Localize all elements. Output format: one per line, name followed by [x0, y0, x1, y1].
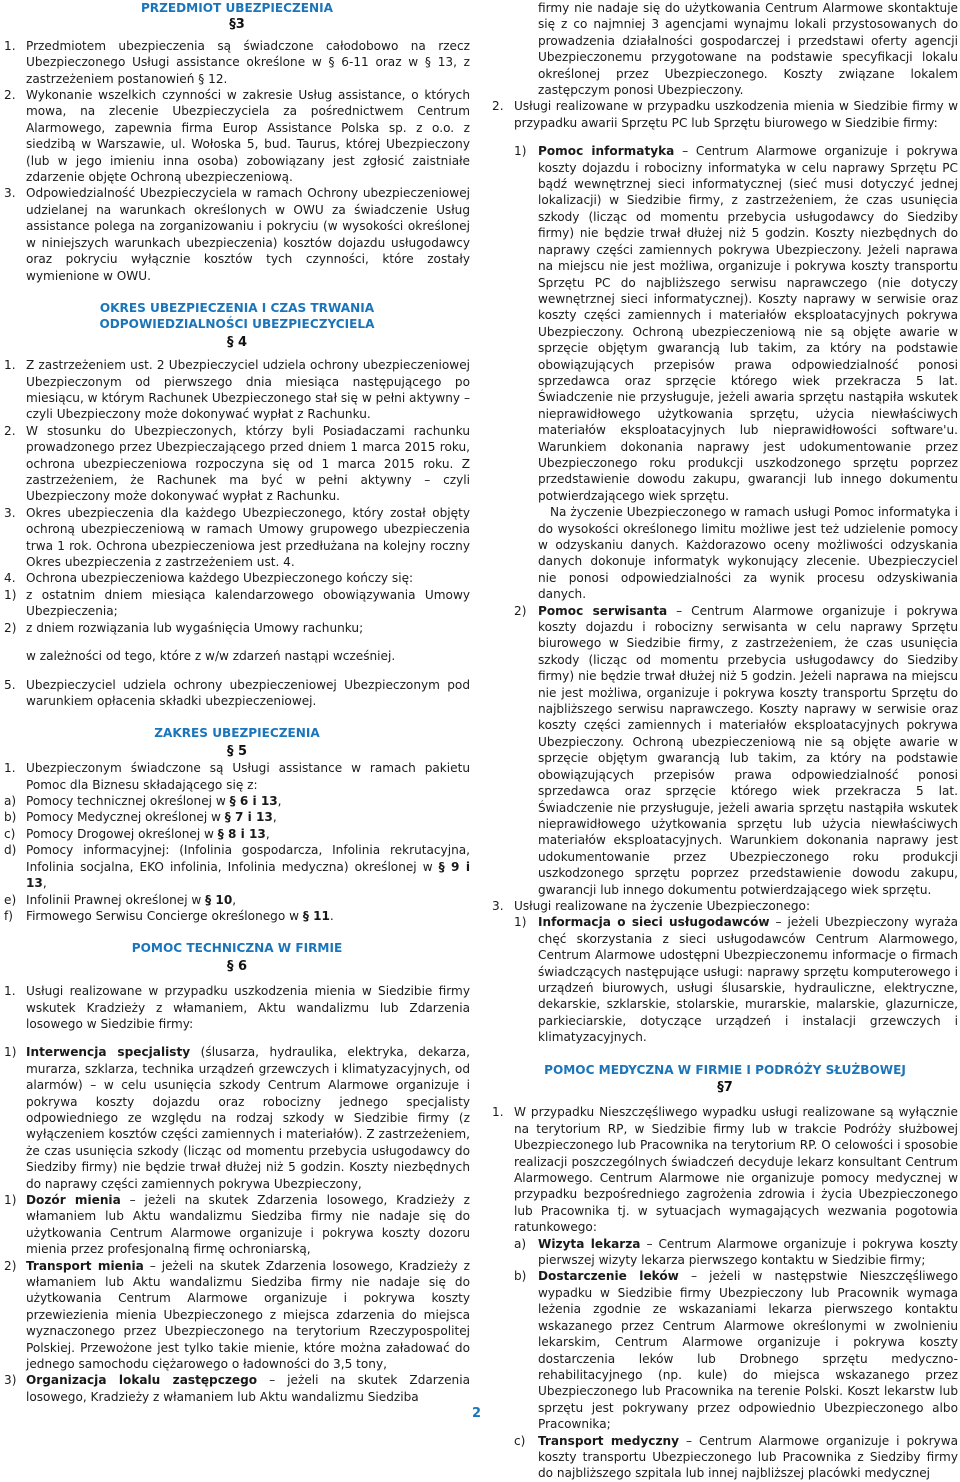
item-text: – Centrum Alarmowe organizuje i pokrywa koszty dojazdu i robocizny informatyka w celu naprawy Sprzętu PC bądź wewnętrznej sieci informatycznej (sieć musi dotyczyć jednej lokalizacji) w Siedzibie firmy, z zastrzeżeniem, że czas usunięcia szkody (licząc od momentu przebycia usługodawcy do Siedziby firmy) nie będzie trwał dłużej niż 5 godzin. Koszty niezbędnych do naprawy części zamiennych pokrywa Ubezpieczony. Jeżeli naprawa na miejscu nie jest możliwa, organizuje i pokrywa koszty transportu Sprzętu PC do najbliższego serwisu naprawczego (nie dotyczy wewnętrznej sieci informatycznej). Koszty naprawy w serwisie oraz koszty części zamiennych i materiałów eksploatacyjnych pokrywa Ubezpieczony. Ochroną ubezpieczeniową nie są objęte awarie w sprzęcie objętym gwarancją lub takim, za który na podstawie obowiązujących przepisów prawa odpowiedzialność ponosi sprzedawca oraz sprzęcie którego wiek przekracza 5 lat. Świadczenie nie przysługuje, jeżeli awaria sprzętu nastąpiła wskutek nieprawidłowego użytkowania sprzętu, użycia niewłaściwych materiałów eksploatacyjnych lub nieprawidłowości software'u. Warunkiem dokonania naprawy jest udokumentowanie przez Ubezpieczonego roku produkcji uszkodzonego sprzętu poprzez przedstawienie dowodu zakupu, gwarancji lub innego dokumentu potwierdzającego wiek sprzętu.	[538, 144, 958, 503]
list-subitem	[4, 809, 470, 825]
item-text: Usługi realizowane na życzenie Ubezpieczonego:	[514, 898, 811, 913]
item-text: Pomocy Drogowej określonej w	[26, 826, 218, 841]
item-heading: Informacja o sieci usługodawców	[538, 915, 770, 930]
list-subitem	[492, 143, 958, 504]
item-number: 3.	[492, 898, 504, 913]
item-number: 3.	[4, 505, 16, 520]
item-number: 2.	[4, 423, 16, 438]
list-item	[4, 505, 470, 571]
item-number: a)	[4, 794, 17, 809]
item-heading: Pomoc informatyka	[538, 144, 675, 159]
paragraph-number-7: §7	[717, 1080, 733, 1095]
punct: ,	[277, 794, 282, 809]
list-subitem	[492, 603, 958, 898]
item-number: f)	[4, 908, 13, 923]
item-text: – jeżeli na skutek Zdarzenia losowego, Kradzieży z włamaniem lub Aktu wandalizmu Siedziba	[26, 1373, 470, 1404]
section-title-przedmiot: PRZEDMIOT UBEZPIECZENIA	[140, 1, 334, 15]
list-subitem	[4, 908, 470, 924]
item-heading: Transport mienia	[26, 1258, 144, 1273]
punct: ,	[42, 876, 47, 891]
item-ref: § 11	[302, 908, 330, 923]
item-number: 2)	[514, 603, 527, 618]
item-number: b)	[514, 1269, 527, 1284]
item-number: 2)	[4, 620, 17, 635]
item-ref: § 7 i 13	[224, 810, 273, 825]
item-text: W stosunku do Ubezpieczonych, którzy byli Posiadaczami rachunku prowadzonego przez Ubezpieczającego przed dniem 1 marca 2015 roku, ochrona ubezpieczeniowa rozpoczyna się od 1 marca 2015 roku. Z zastrzeżeniem, że Rachunek ma być w pełni aktywny – czyli Ubezpieczony może dokonywać wypłat z Rachunku.	[26, 423, 470, 504]
item-text: Infolinii Prawnej określonej w	[26, 892, 206, 907]
item-heading: Transport medyczny	[538, 1433, 679, 1448]
item-number: 1.	[4, 358, 16, 373]
item-number: 4.	[4, 571, 16, 586]
list-item	[4, 87, 470, 185]
item-heading: Interwencja specjalisty	[26, 1045, 191, 1060]
item-text: Wykonanie wszelkich czynności w zakresie Usług assistance, o których mowa, na zlecenie Ubezpieczyciela za pośrednictwem Centrum Alarmowego, zapewnia firma Europ Assistance Polska sp. z o.o. z siedzibą w Warszawie, ul. Wołoska 5, bud. Taurus, której Ubezpieczony (lub w jego imieniu inna osoba) zobowiązany jest zgłosić zaistniałe zdarzenie objęte Ochroną ubezpieczeniową.	[26, 88, 470, 185]
list-subitem	[492, 1433, 958, 1482]
item-heading: Pomoc serwisanta	[538, 603, 668, 618]
list-item	[492, 1104, 958, 1235]
item-text: Ubezpieczyciel udziela ochrony ubezpieczeniowej Ubezpieczonym pod warunkiem opłacenia składki ubezpieczeniowej.	[26, 677, 470, 709]
item-text: – jeżeli Ubezpieczony wyraża chęć skorzystania z sieci usługodawców Centrum Alarmowego, Centrum Alarmowe udostępni Ubezpieczonemu informacje o firmach świadczących następujące usługi: naprawy sprzętu komputerowego i urządzeń biurowych, usługi ślusarskie, hydrauliczne, elektryczne, dekarskie, szklarskie, stolarskie, murarskie, malarskie, glazurnicze, parkieciarskie, dotyczące urządzeń i instalacji grzewczych i klimatyzacyjnych.	[538, 915, 958, 1045]
item-ref: § 9 i 13	[26, 859, 470, 891]
item-text: Okres ubezpieczenia dla każdego Ubezpieczonego, który został objęty ochroną ubezpieczeniową w ramach Umowy grupowego ubezpieczenia trwa 1 rok. Ochrona ubezpieczeniowa jest przedłużana na kolejny roczny Okres ubezpieczenia z zastrzeżeniem ust. 4.	[26, 505, 470, 569]
item-number: e)	[4, 892, 17, 907]
list-item	[4, 570, 470, 586]
item-text: Pomocy informacyjnej: (Infolinia gospodarcza, Infolinia rekrutacyjna, Infolinia socjalna, EKO infolinia, Infolinia medyczna) określonej w	[26, 843, 470, 874]
paragraph-number-5: § 5	[226, 743, 248, 759]
punct: ,	[272, 810, 277, 825]
item-heading: Dostarczenie leków	[538, 1269, 679, 1284]
item-text: Pomocy Medycznej określonej w	[26, 810, 225, 825]
item-text: Pomocy technicznej określonej w	[26, 794, 230, 809]
item-text: Ochrona ubezpieczeniowa każdego Ubezpieczonego kończy się:	[26, 571, 414, 586]
list-subitem	[4, 1192, 470, 1258]
list-subitem	[4, 793, 470, 809]
list-subitem	[4, 1372, 470, 1405]
list-item	[4, 357, 470, 423]
item-number: 1.	[4, 984, 16, 999]
item-ref: § 6 i 13	[229, 794, 278, 809]
list-subitem	[4, 842, 470, 891]
item-number: c)	[4, 826, 16, 841]
item-text: Firmowego Serwisu Concierge określonego w	[26, 908, 303, 923]
item-text: – jeżeli na skutek Zdarzenia losowego, Kradzieży z włamaniem lub Aktu wandalizmu Siedziba firmy nie nadaje się do użytkowania Centrum Alarmowe organizuje i pokrywa koszty przewiezienia mienia Ubezpieczonego z miejsca zdarzenia do miejsca wyznaczonego przez Ubezpieczonego na terytorium Rzeczypospolitej Polskiej. Przewożone jest tylko takie mienie, które można załadować do jednego samochodu ciężarowego o ładowności do 3,5 tony,	[26, 1258, 470, 1372]
item-number: 1.	[4, 761, 16, 776]
list-subitem	[492, 1236, 958, 1269]
item-number: 5.	[4, 677, 16, 692]
item-number: 1.	[4, 38, 16, 53]
paragraph-number-4: § 4	[226, 334, 248, 350]
item-text: Usługi realizowane w przypadku uszkodzenia mienia w Siedzibie firmy w przypadku awarii Sprzętu PC lub Sprzętu biurowego w Siedzibie firmy:	[514, 99, 958, 130]
item-heading: Organizacja lokalu zastępczego	[26, 1373, 258, 1388]
item-ref: § 8 i 13	[217, 826, 266, 841]
item-number: d)	[4, 843, 17, 858]
item-number: a)	[514, 1236, 527, 1251]
list-item	[492, 898, 958, 914]
item-number: 1)	[4, 587, 17, 602]
item-number: b)	[4, 810, 17, 825]
list-item	[492, 98, 958, 131]
item-number: 2.	[492, 99, 504, 114]
item-extra-text: Na życzenie Ubezpieczonego w ramach usługi Pomoc informatyka i do wysokości określonego limitu możliwe jest też udzielenie pomocy w odzyskaniu danych. Każdorazowo oceny możliwości odzyskania danych dokonuje informatyk wykonujący zlecenie. Ubezpieczyciel nie ponosi odpowiedzialności za wynik procesu odzyskiwania danych.	[538, 505, 958, 602]
item-ref: § 10	[205, 892, 233, 907]
item-text: – jeżeli w następstwie Nieszczęśliwego wypadku w Siedzibie firmy Ubezpieczony lub Pracownik wymaga leżenia zgodnie ze wskazaniami lekarza pierwszego kontaktu wskazanego przez Centrum Alarmowe określonymi w zwolnieniu lekarskim, Centrum Alarmowe organizuje i pokrywa koszty dostarczenia leków lub Drobnego sprzętu medyczno-rehabilitacyjnego (np. kule) do miejsca wskazanego przez Ubezpieczonego lub Pracownika na terenie Polski. Koszt lekarstw lub sprzętu jest pokrywany przez odpowiednio Ubezpieczonego albo Pracownika;	[538, 1269, 959, 1432]
item-number: 1)	[4, 1045, 17, 1060]
list-item	[4, 760, 470, 793]
item-number: c)	[514, 1433, 526, 1448]
list-item	[4, 185, 470, 283]
item-text: z dniem rozwiązania lub wygaśnięcia Umowy rachunku;	[26, 620, 364, 635]
item-text: – Centrum Alarmowe organizuje i pokrywa koszty transportu Ubezpieczonego lub Pracownika z Siedziby firmy do najbliższego szpitala lub innej najbliższej placówki medycznej	[538, 1433, 959, 1481]
list-subitem	[492, 1268, 958, 1432]
list-subitem	[492, 914, 958, 1045]
item-text: Ubezpieczonym świadczone są Usługi assistance w ramach pakietu Pomoc dla Biznesu składającego się z:	[26, 761, 470, 792]
paragraph-number-6: § 6	[226, 958, 248, 974]
item-heading: Wizyta lekarza	[538, 1236, 641, 1251]
item-text: – Centrum Alarmowe organizuje i pokrywa koszty pierwszej wizyty lekarza pierwszego kontaktu w Siedzibie firmy;	[538, 1236, 958, 1268]
page-number: 2	[472, 1406, 482, 1421]
item-number: 1)	[4, 1193, 17, 1207]
item-text: z ostatnim dniem miesiąca kalendarzowego obowiązywania Umowy Ubezpieczenia;	[26, 587, 470, 619]
list-item	[4, 677, 470, 710]
right-column	[492, 0, 958, 1482]
left-column	[4, 0, 470, 1405]
punct: .	[329, 908, 334, 923]
list-item	[4, 983, 470, 1032]
punct: ,	[232, 892, 237, 907]
paragraph-number-3: §3	[229, 17, 245, 33]
list-subitem	[4, 892, 470, 908]
section-title-okres-1: OKRES UBEZPIECZENIA I CZAS TRWANIA	[99, 300, 375, 315]
list-subitem	[4, 620, 470, 636]
item-text: – jeżeli na skutek Zdarzenia losowego, Kradzieży z włamaniem lub Aktu wandalizmu Siedziba firmy nie nadaje się do użytkowania Centrum Alarmowe organizuje i pokrywa koszty dozoru mienia przez profesjonalną firmę ochroniarską,	[26, 1193, 470, 1257]
item-text: W przypadku Nieszczęśliwego wypadku usługi realizowane są wyłącznie na terytorium RP, w Siedzibie firmy lub w trakcie Podróży służbowej Ubezpieczonego lub Pracownika na terytorium RP. O celowości i sposobie realizacji poszczególnych świadczeń decyduje lekarz konsultant Centrum Alarmowego. Centrum Alarmowe nie organizuje pomocy medycznej w przypadku bezpośredniego zagrożenia zdrowia i życia Ubezpieczonego lub Pracownika tj. w sytuacjach wymagających wezwania pogotowia ratunkowego:	[514, 1105, 958, 1235]
item-text: – Centrum Alarmowe organizuje i pokrywa koszty dojazdu i robocizny serwisanta w celu naprawy Sprzętu biurowego w Siedzibie firmy, z zastrzeżeniem, że czas usunięcia szkody (licząc od momentu przebycia usługodawcy do Siedziby firmy) nie będzie trwał dłużej niż 5 godzin. Jeżeli naprawa na miejscu nie jest możliwa, organizuje i pokrywa koszty transportu Sprzętu do najbliższego serwisu naprawczego. Koszty naprawy w serwisie oraz koszty części zamiennych i materiałów eksploatacyjnych pokrywa Ubezpieczony. Ochroną ubezpieczeniową nie są objęte awarie w sprzęcie objętym gwarancją lub takim, za który na podstawie obowiązujących przepisów prawa odpowiedzialność ponosi sprzedawca oraz sprzęcie którego wiek przekracza 5 lat. Świadczenie nie przysługuje, jeżeli awaria sprzętu nastąpiła wskutek nieprawidłowego użytkowania sprzętu lub użycia niewłaściwych materiałów eksploatacyjnych. Warunkiem dokonania naprawy jest udokumentowanie przez Ubezpieczonego roku produkcji uszkodzonego sprzętu poprzez przedstawienie dowodu zakupu, gwarancji lub innego dokumentu potwierdzającego wiek sprzętu.	[538, 603, 959, 897]
item-number: 1)	[514, 915, 527, 930]
item-number: 3.	[4, 186, 16, 201]
list-item-tail: w zależności od tego, które z w/w zdarzeń nastąpi wcześniej.	[26, 649, 396, 664]
punct: ,	[265, 826, 270, 841]
item-number: 1)	[514, 144, 527, 159]
item-text: Z zastrzeżeniem ust. 2 Ubezpieczyciel udziela ochrony ubezpieczeniowej Ubezpieczonym od pierwszego dnia miesiąca następującego po miesiącu, w którym Rachunek Ubezpieczonego stał się w pełni aktywny – czyli Ubezpieczony może dokonywać wypłat z Rachunku.	[26, 358, 470, 422]
list-subitem	[4, 1258, 470, 1373]
list-subitem	[4, 587, 470, 620]
continued-text: firmy nie nadaje się do użytkowania Centrum Alarmowe skontaktuje się z co najmniej 3 agencjami wynajmu lokali przystosowanych do prowadzenia działalności gospodarczej i przedstawi oferty agencji Ubezpieczonemu przygotowane na podstawie specyfikacji lokalu określonej przez Ubezpieczonego. Koszty związane lokalem zastępczym ponosi Ubezpieczony.	[538, 1, 958, 98]
item-number: 2)	[4, 1258, 17, 1273]
section-title-okres-2: ODPOWIEDZIALNOŚCI UBEZPIECZYCIELA	[99, 317, 375, 332]
item-text: (ślusarza, hydraulika, elektryka, dekarza, murarza, szklarza, technika urządzeń grzewczych i klimatyzacyjnych, od alarmów) – w celu usunięcia szkody Centrum Alarmowe organizuje i pokrywa koszty dojazdu oraz robocizny jednego specjalisty odpowiedniego ze względu na rodzaj szkody w Siedzibie firmy (z wyłączeniem kosztów części zamiennych i materiałów). Z zastrzeżeniem, że czas usunięcia szkody (licząc od momentu przebycia usługodawcy do Siedziby firmy) nie będzie trwał dłużej niż 5 godzin. Koszty niezbędnych do naprawy części zamiennych pokrywa Ubezpieczony,	[26, 1045, 471, 1191]
list-item	[4, 38, 470, 87]
section-title-pomoc-techniczna: POMOC TECHNICZNA W FIRMIE	[131, 941, 343, 956]
list-subitem	[4, 1044, 470, 1192]
list-item	[4, 423, 470, 505]
item-text: Odpowiedzialność Ubezpieczyciela w ramach Ochrony ubezpieczeniowej udzielanej na warunkach określonych w OWU za świadczenie Usług assistance polega na zorganizowaniu i pokryciu (w wysokości określonej w niniejszych warunkach ubezpieczenia) kosztów dojazdu usługodawcy oraz pokryciu wyłącznie kosztów tych czynności, które zostały wymienione w OWU.	[26, 186, 470, 283]
item-heading: Dozór mienia	[26, 1193, 121, 1207]
section-title-pomoc-medyczna: POMOC MEDYCZNA W FIRMIE I PODRÓŻY SŁUŻBOWEJ	[544, 1062, 906, 1077]
section-title-zakres: ZAKRES UBEZPIECZENIA	[154, 726, 320, 741]
list-subitem	[4, 826, 470, 842]
item-number: 2.	[4, 88, 16, 103]
item-number: 1.	[492, 1105, 504, 1120]
item-text: Przedmiotem ubezpieczenia są świadczone całodobowo na rzecz Ubezpieczonego Usługi assistance określone w § 6-11 oraz w § 13, z zastrzeżeniem postanowień § 12.	[26, 38, 470, 86]
item-text: Usługi realizowane w przypadku uszkodzenia mienia w Siedzibie firmy wskutek Kradzieży z włamaniem, Aktu wandalizmu lub Zdarzenia losowego w Siedzibie firmy:	[26, 984, 470, 1031]
item-number: 3)	[4, 1373, 17, 1388]
